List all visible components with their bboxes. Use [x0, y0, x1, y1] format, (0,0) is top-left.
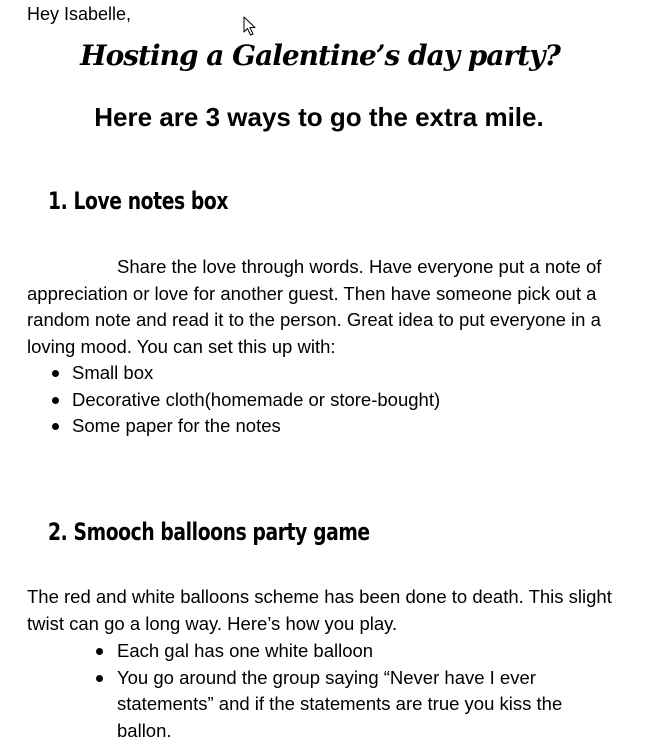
- list-item-text: You go around the group saying “Never have I ever statements” and if the statements are true you kiss the ballon.: [117, 666, 563, 742]
- list-item-text: Small box: [72, 362, 154, 383]
- document-title: Hosting a Galentine’s day party?: [80, 39, 560, 72]
- list-item-text: Each gal has one white balloon: [117, 640, 374, 661]
- list-item-text: Some paper for the notes: [72, 415, 281, 437]
- list-item: [52, 387, 612, 414]
- bullet-icon: [52, 370, 59, 377]
- bullet-icon: [96, 675, 103, 682]
- greeting-text: Hey Isabelle,: [27, 4, 132, 24]
- list-item: [96, 638, 616, 665]
- section-1-paragraph: [27, 254, 627, 361]
- section-1-heading: 1. Love notes box: [48, 187, 229, 215]
- list-item: [96, 665, 616, 745]
- mouse-pointer-icon: [243, 16, 257, 36]
- section-2-heading: 2. Smooch balloons party game: [48, 518, 370, 546]
- list-item: [52, 413, 612, 440]
- bullet-icon: [52, 423, 59, 430]
- section-1-bullet-list: [52, 360, 612, 440]
- section-2-paragraph: The red and white balloons scheme has been done to death. This slight twist can go a long way. Here’s how you play.: [27, 586, 612, 634]
- bullet-icon: [52, 397, 59, 404]
- list-item: [52, 360, 612, 387]
- bullet-icon: [96, 648, 103, 655]
- section-2-bullet-list: [96, 638, 616, 745]
- section-1-paragraph-text: Share the love through words. Have everyone put a note of appreciation or love for another guest. Then have someone pick out a random note and read it to the person. Great idea to put everyone in a loving mood. You can set this up with:: [27, 256, 602, 358]
- list-item-text: Decorative cloth(homemade or store-bought): [72, 388, 441, 410]
- document-subtitle: Here are 3 ways to go the extra mile.: [94, 102, 544, 132]
